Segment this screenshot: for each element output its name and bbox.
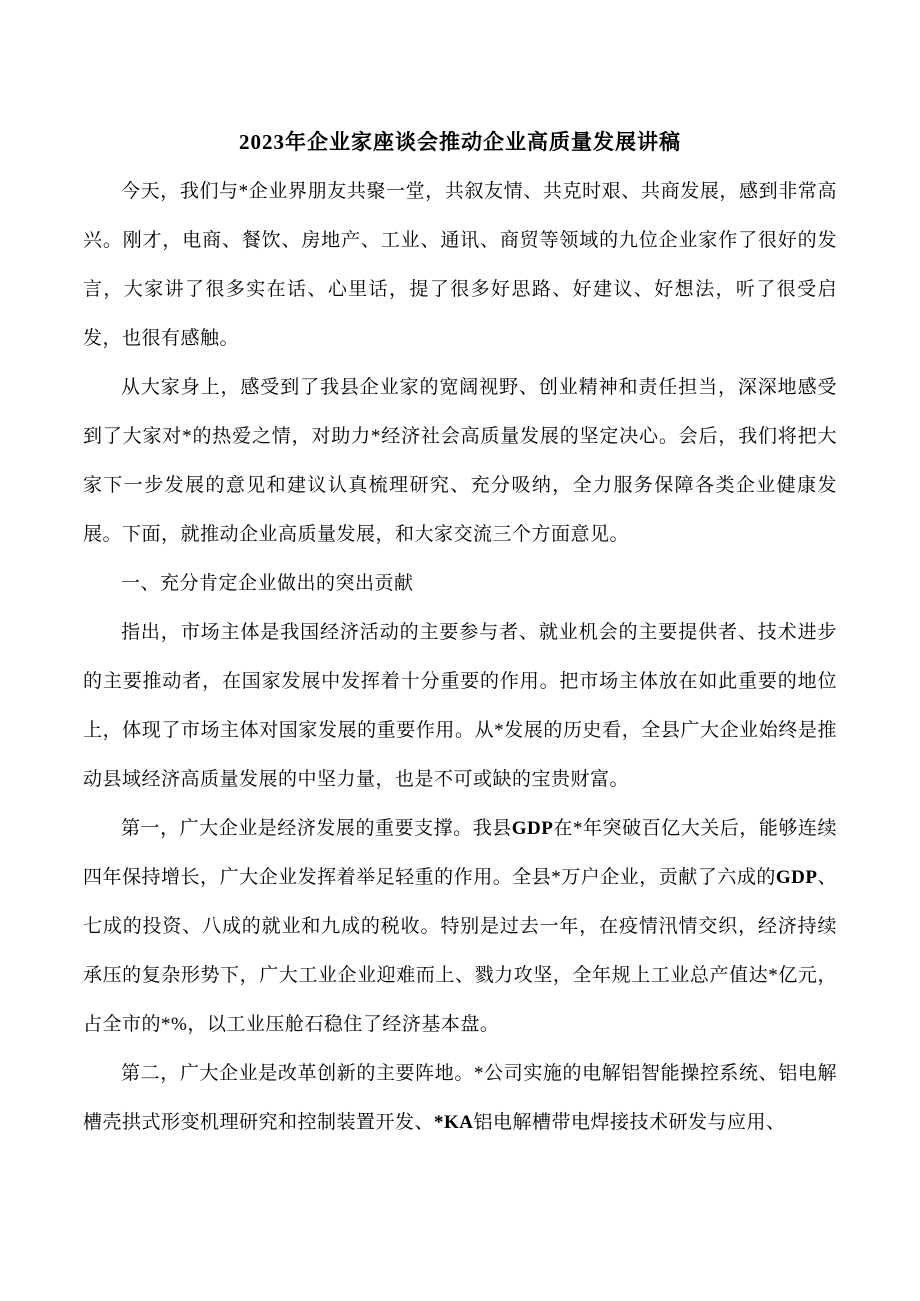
text-run: 第一，广大企业是经济发展的重要支撑。我县	[121, 818, 512, 839]
text-run: 指出，市场主体是我国经济活动的主要参与者、就业机会的主要提供者、技术进步的主要推动者，在国家发展中发挥着十分重要的作用。把市场主体放在如此重要的地位上，体现了市场主体对国家发展的重要作用。从*发展的历史看，全县广大企业始终是推动县域经济高质量发展的中坚力量，也是不可或缺的宝贵财富。	[83, 622, 837, 790]
paragraph-point-two	[83, 1049, 837, 1147]
text-run: 从大家身上，感受到了我县企业家的宽阔视野、创业精神和责任担当，深深地感受到了大家对*的热爱之情，对助力*经济社会高质量发展的坚定决心。会后，我们将把大家下一步发展的意见和建议认真梳理研究、充分吸纳，全力服务保障各类企业健康发展。下面，就推动企业高质量发展，和大家交流三个方面意见。	[83, 377, 837, 545]
text-run: 铝电解槽带电焊接技术研发与应用、	[473, 1112, 786, 1133]
document-title: 2023年企业家座谈会推动企业高质量发展讲稿	[239, 130, 681, 154]
text-run: 第二，广大企业是改革创新的主要阵地。*公司实施的电解铝智能操控系统、铝电解槽壳拱式形变机理研究和控制装置开发、	[83, 1063, 837, 1133]
paragraph-market-entities	[83, 608, 837, 804]
bold-text-run: *KA	[434, 1112, 474, 1133]
paragraph-point-one	[83, 804, 837, 1049]
bold-text-run: GDP	[511, 818, 554, 839]
text-run: 、七成的投资、八成的就业和九成的税收。特别是过去一年，在疫情汛情交织，经济持续承压的复杂形势下，广大工业企业迎难而上、戮力攻坚，全年规上工业总产值达*亿元，占全市的*%，以工业压舱石稳住了经济基本盘。	[83, 867, 837, 1035]
text-run: 在*年突破百亿大关后，能够连续四年保持增长，广大企业发挥着举足轻重的作用。全县*万户企业，贡献了六成的	[83, 818, 837, 888]
section-heading-1	[83, 559, 837, 608]
text-run: 一、充分肯定企业做出的突出贡献	[121, 573, 414, 594]
text-run: 今天，我们与*企业界朋友共聚一堂，共叙友情、共克时艰、共商发展，感到非常高兴。刚才，电商、餐饮、房地产、工业、通讯、商贸等领域的九位企业家作了很好的发言，大家讲了很多实在话、心里话，提了很多好思路、好建议、好想法，听了很受启发，也很有感触。	[83, 181, 837, 349]
document-body	[83, 167, 837, 1147]
paragraph-opening	[83, 167, 837, 363]
paragraph-appreciation	[83, 363, 837, 559]
bold-text-run: GDP	[775, 867, 818, 888]
